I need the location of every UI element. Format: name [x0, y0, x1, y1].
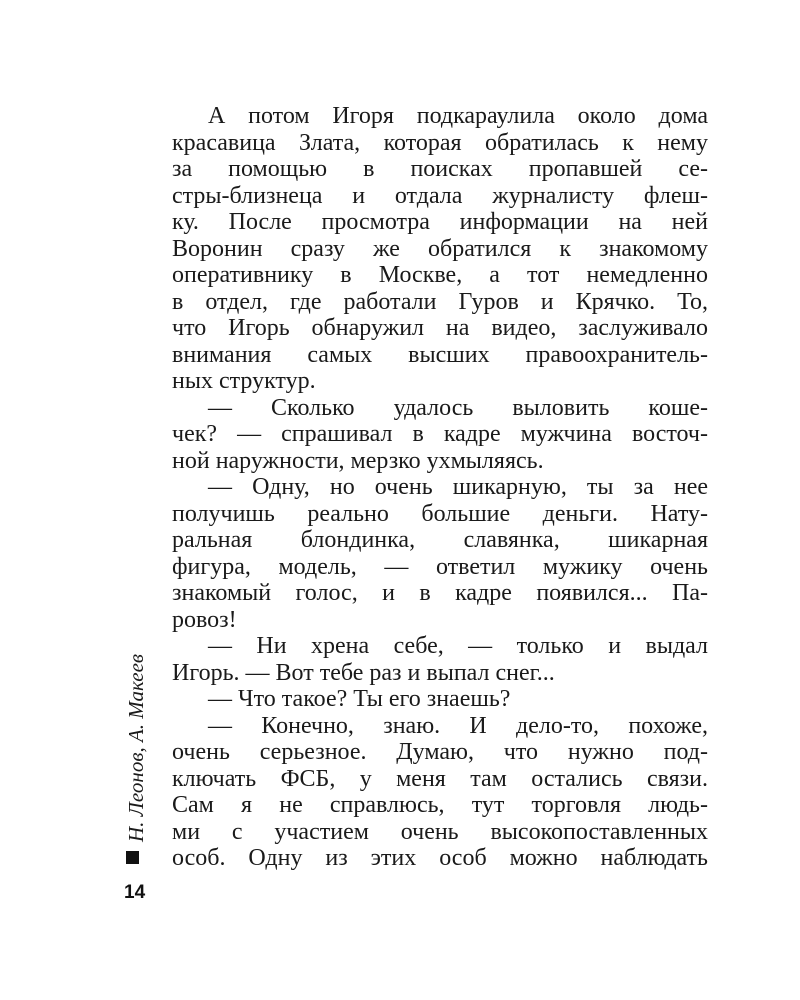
text-line: ной наружности, мерзко ухмыляясь. — [172, 447, 544, 474]
text-line: — Что такое? Ты его знаешь? — [208, 686, 511, 712]
text-line: — Одну, но очень шикарную, ты за нее — [208, 474, 708, 500]
text-line: ми с участием очень высокопоставленных — [172, 818, 708, 845]
body-text — [172, 103, 708, 872]
text-line: стры-близнеца и отдала журналисту флеш- — [172, 182, 708, 209]
text-line: знакомый голос, и в кадре появился... Па- — [172, 580, 708, 606]
text-line: Сам я не справлюсь, тут торговля людь- — [172, 792, 708, 818]
text-line: ку. После просмотра информации на ней — [172, 209, 708, 235]
text-line: особ. Одну из этих особ можно наблюдать — [172, 845, 708, 871]
text-line: в отдел, где работали Гуров и Крячко. То, — [172, 288, 708, 315]
text-line: фигура, модель, — ответил мужику очень — [172, 553, 708, 580]
running-head-authors: Н. Леонов, А. Макеев — [124, 653, 148, 842]
text-line: — Конечно, знаю. И дело-то, похоже, — [208, 712, 708, 739]
text-line: за помощью в поисках пропавшей се- — [172, 156, 708, 182]
text-line: оперативнику в Москве, а тот немедленно — [172, 262, 708, 288]
text-line: очень серьезное. Думаю, что нужно под- — [172, 739, 708, 765]
text-line: А потом Игоря подкараулила около дома — [208, 103, 708, 129]
page-number: 14 — [124, 882, 146, 903]
text-line: получишь реально большие деньги. Нату- — [172, 500, 708, 527]
text-line: ральная блондинка, славянка, шикарная — [172, 527, 708, 553]
text-line: что Игорь обнаружил на видео, заслуживало — [172, 315, 708, 341]
text-line: — Сколько удалось выловить коше- — [208, 394, 708, 421]
text-line: Воронин сразу же обратился к знакомому — [172, 235, 708, 262]
text-line: ных структур. — [172, 368, 316, 394]
text-line: Игорь. — Вот тебе раз и выпал снег... — [172, 659, 555, 686]
text-line: чек? — спрашивал в кадре мужчина восточ- — [172, 421, 708, 447]
text-line: внимания самых высших правоохранитель- — [172, 341, 708, 368]
text-line: ключать ФСБ, у меня там остались связи. — [172, 765, 708, 792]
text-line: ровоз! — [172, 606, 237, 633]
square-bullet-icon — [126, 851, 139, 864]
text-line: — Ни хрена себе, — только и выдал — [208, 633, 708, 659]
text-line: красавица Злата, которая обратилась к нему — [172, 129, 708, 156]
